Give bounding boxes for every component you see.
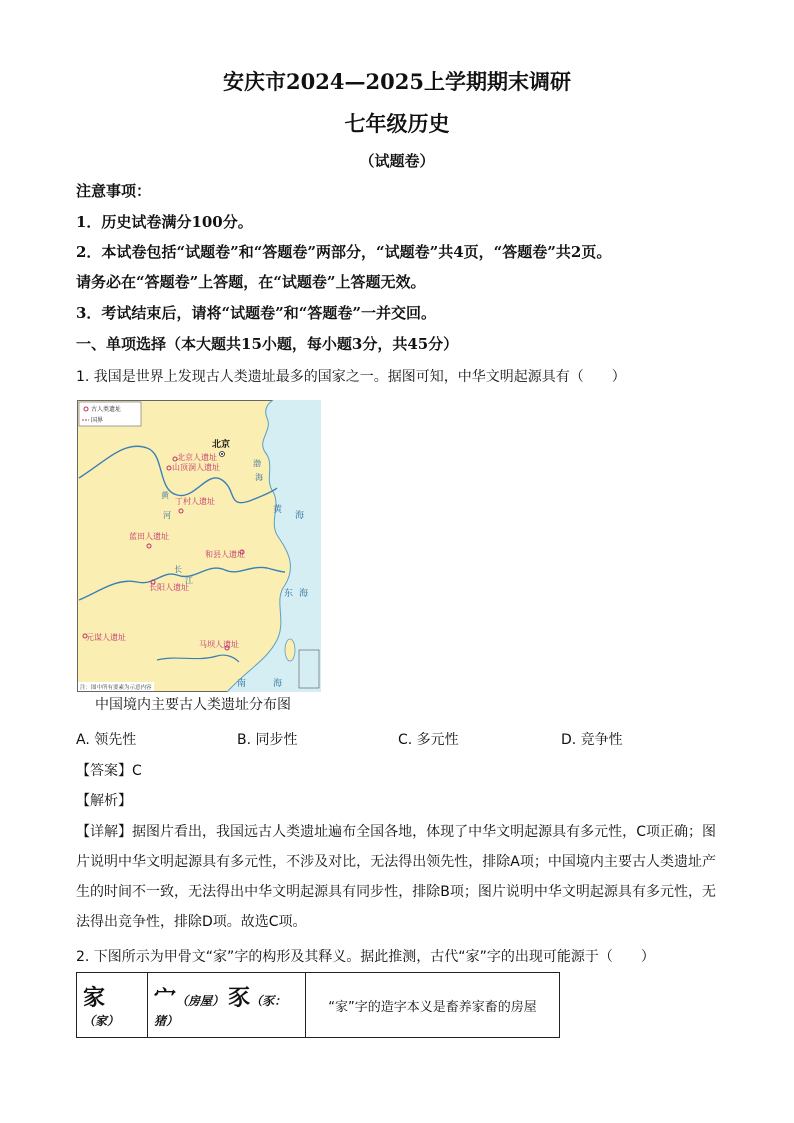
oracle-bone-table [76,972,560,1038]
legend-border-label: 国界 [91,417,104,424]
map-caption: 中国境内主要古人类遗址分布图 [95,697,291,713]
site-label: 蓝田人遗址 [129,532,169,541]
site-label: 丁村人遗址 [175,497,215,506]
option-d: D. 竞争性 [561,732,623,748]
river-label: 江 [185,576,193,585]
sea-label: 渤 [253,459,261,468]
legend-site-label: 古人类遗址 [91,406,122,413]
notice-heading: 注意事项： [76,182,152,200]
table-cell-components [148,973,306,1038]
sea-label: 海 [273,679,283,689]
oracle-glyph: 家 [83,985,106,1011]
option-c: C. 多元性 [398,732,459,748]
option-a: A. 领先性 [76,732,137,748]
notice-item-2a: 2．本试卷包括“试题卷”和“答题卷”两部分，“试题卷”共4页，“答题卷”共2页。 [76,243,612,261]
page-title: 安庆市2024—2025上学期期末调研 [223,69,571,94]
site-label: 长阳人遗址 [149,583,189,592]
question-2-stem: 2. 下图所示为甲骨文“家”字的构形及其释义。据此推测，古代“家”字的出现可能源于（ ） [76,949,655,965]
section-heading: 一、单项选择（本大题共15小题，每小题3分，共45分） [76,335,459,353]
site-label: 马坝人遗址 [199,640,239,649]
sea-label: 东 [284,589,294,599]
glyph-label: （房屋） [176,994,225,1008]
option-b: B. 同步性 [237,732,298,748]
analysis-label: 【解析】 [76,793,132,809]
notice-item-2b: 请务必在“答题卷”上答题，在“试题卷”上答题无效。 [76,273,426,291]
sea-label: 海 [255,473,263,482]
table-cell-meaning: “家”字的造字本义是畜养家畜的房屋 [306,973,560,1038]
river-label: 长 [174,565,182,574]
notice-item-3: 3．考试结束后，请将“试题卷”和“答题卷”一并交回。 [76,304,436,322]
notice-item-1: 1．历史试卷满分100分。 [76,213,253,231]
page-subtitle: 七年级历史 [344,111,450,136]
river-label: 黄 [161,491,169,500]
sea-label: 黄 [273,505,283,515]
analysis-detail: 【详解】据图片看出，我国远古人类遗址遍布全国各地，体现了中华文明起源具有多元性，C项正确；图片说明中华文明起源具有多元性，不涉及对比，无法得出领先性，排除A项；中国境内主要古人类遗址产生的时间不一致，无法得出中华文明起源具有同步性，排除B项；图片说明中华文明起源具有多元性，无法得出竞争性，排除D项。故选C项。 [76,824,716,930]
sea-label: 南 [237,679,247,689]
site-label: 山顶洞人遗址 [172,463,220,472]
glyph-label: （豕：猪） [154,994,287,1028]
map-note: 注：图中所有要素为示意内容 [80,685,152,691]
beijing-label: 北京 [212,440,231,450]
glyph-label: （家） [83,1014,120,1028]
site-label: 和县人遗址 [205,550,245,559]
site-label: 元谋人遗址 [86,633,126,642]
sea-label: 海 [299,589,309,599]
oracle-glyph: 宀 [154,985,177,1011]
oracle-glyph: 豕 [228,985,251,1011]
question-1-stem: 1. 我国是世界上发现古人类遗址最多的国家之一。据图可知，中华文明起源具有（ ） [76,369,626,385]
table-cell-jia [77,973,148,1038]
sea-label: 海 [295,511,305,521]
answer: 【答案】C [76,763,142,779]
site-label: 北京人遗址 [177,453,217,462]
river-label: 河 [163,511,171,520]
paper-type: （试题卷） [359,152,435,170]
ancient-sites-map [77,400,321,692]
